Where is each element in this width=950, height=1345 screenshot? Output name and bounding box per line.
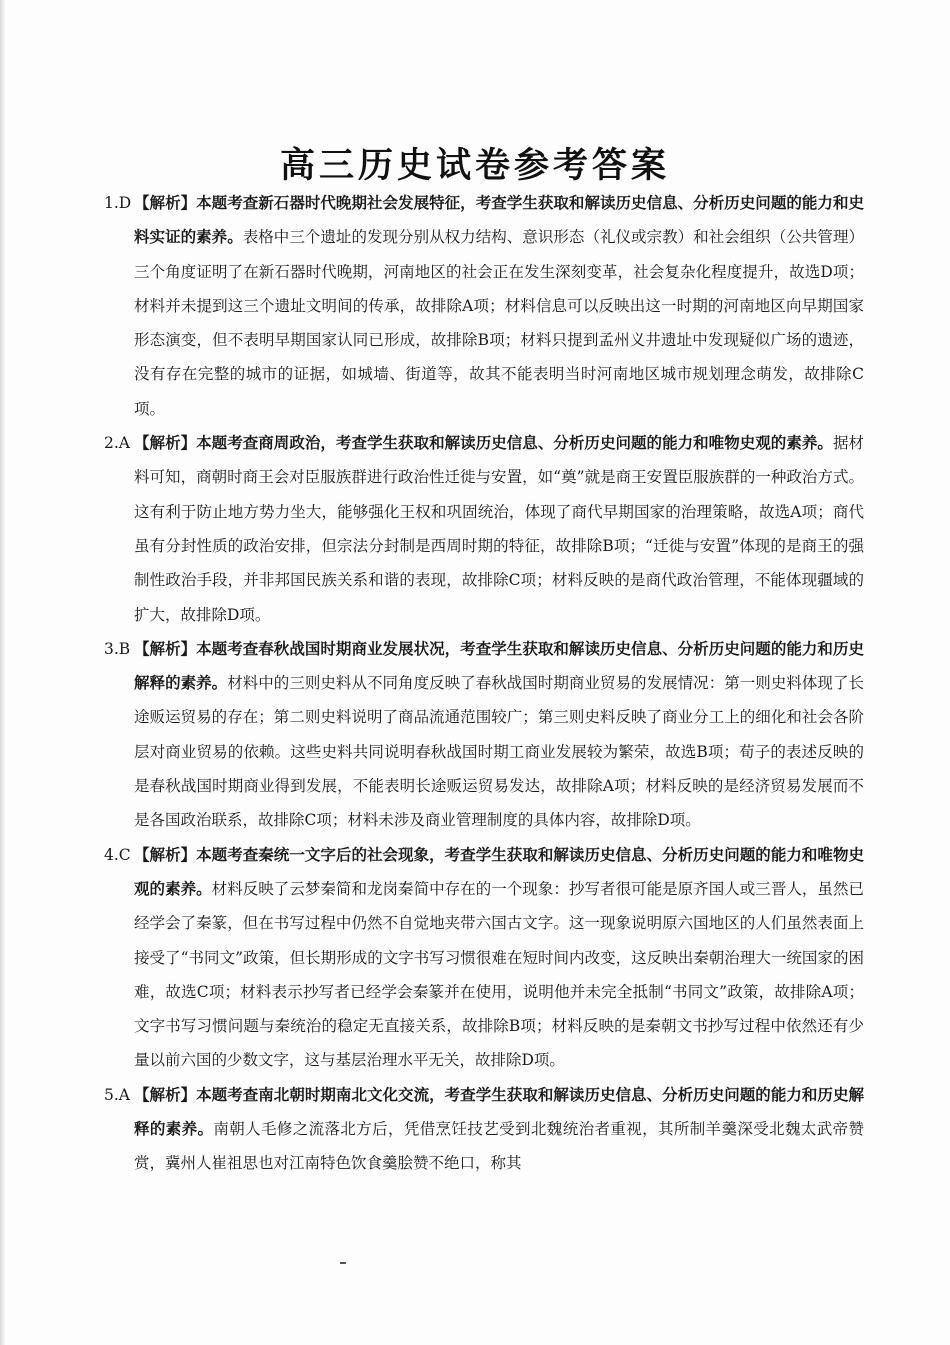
scan-edge-shadow <box>0 0 6 1345</box>
analysis-tag: 【解析】 <box>134 194 197 212</box>
item-number: 3.B <box>104 639 131 658</box>
answer-item-4 <box>104 838 864 1078</box>
analysis-tag: 【解析】 <box>134 845 197 864</box>
analysis-lead: 本题考查新石器时代晚期社会发展特征，考查学生获取和解读历史信息、分析历史问题的能力和史料实证的素养。 <box>134 194 864 247</box>
analysis-body: 材料反映了云梦秦简和龙岗秦简中存在的一个现象：抄写者很可能是原齐国人或三晋人，虽然已经学会了秦篆，但在书写过程中仍然不自觉地夹带六国古文字。这一现象说明原六国地区的人们虽然表面上接受了“书同文”政策，但长期形成的文字书写习惯很难在短时间内改变，这反映出秦朝治理大一统国家的困难，故选C项；材料表示抄写者已经学会秦篆并在使用，说明他并未完全抵制“书同文”政策，故排除A项；文字书写习惯问题与秦统治的稳定无直接关系，故排除B项；材料反映的是秦朝文书抄写过程中依然还有少量以前六国的少数文字，这与基层治理水平无关，故排除D项。 <box>134 879 864 1070</box>
analysis-body: 表格中三个遗址的发现分别从权力结构、意识形态（礼仪或宗教）和社会组织（公共管理）三个角度证明了在新石器时代晚期，河南地区的社会正在发生深刻变革，社会复杂化程度提升，故选D项；材料并未提到这三个遗址文明间的传承，故排除A项；材料信息可以反映出这一时期的河南地区向早期国家形态演变，但不表明早期国家认同已形成，故排除B项；材料只提到孟州义井遗址中发现疑似广场的遗迹，没有存在完整的城市的证据，如城墙、街道等，故其不能表明当时河南地区城市规划理念萌发，故排除C项。 <box>134 228 864 418</box>
analysis-body: 材料中的三则史料从不同角度反映了春秋战国时期商业贸易的发展情况：第一则史料体现了长途贩运贸易的存在；第二则史料说明了商品流通范围较广；第三则史料反映了商业分工上的细化和社会各阶层对商业贸易的依赖。这些史料共同说明春秋战国时期工商业发展较为繁荣，故选B项；荀子的表述反映的是春秋战国时期商业得到发展，不能表明长途贩运贸易发达，故排除A项；材料反映的是经济贸易发展而不是各国政治联系，故排除C项；材料未涉及商业管理制度的具体内容，故排除D项。 <box>134 674 864 830</box>
item-number: 1.D <box>104 194 132 212</box>
analysis-body: 南朝人毛修之流落北方后，凭借烹饪技艺受到北魏统治者重视，其所制羊羹深受北魏太武帝赞赏，冀州人崔祖思也对江南特色饮食羹脍赞不绝口，称其 <box>134 1120 864 1173</box>
analysis-lead: 本题考查秦统一文字后的社会现象，考查学生获取和解读历史信息、分析历史问题的能力和唯物史观的素养。 <box>134 845 864 898</box>
answer-item-3 <box>104 632 864 838</box>
answer-list <box>104 186 864 1181</box>
analysis-tag: 【解析】 <box>134 639 197 658</box>
analysis-lead: 本题考查南北朝时期南北文化交流，考查学生获取和解读历史信息、分析历史问题的能力和历史解释的素养。 <box>134 1085 864 1139</box>
page-title: 高三历史试卷参考答案 <box>279 146 670 186</box>
item-number: 2.A <box>104 434 130 453</box>
analysis-lead: 本题考查商周政治，考查学生获取和解读历史信息、分析历史问题的能力和唯物史观的素养。 <box>196 434 833 453</box>
answer-item-5 <box>104 1078 864 1181</box>
item-number: 4.C <box>104 845 131 864</box>
analysis-body: 据材料可知，商朝时商王会对臣服族群进行政治性迁徙与安置，如“奠”就是商王安置臣服族群的一种政治方式。这有利于防止地方势力坐大，能够强化王权和巩固统治，体现了商代早期国家的治理策略，故选A项；商代虽有分封性质的政治安排，但宗法分封制是西周时期的特征，故排除B项；“迁徙与安置”体现的是商王的强制性政治手段，并非邦国民族关系和谐的表现，故排除C项；材料反映的是商代政治管理，不能体现疆域的扩大，故排除D项。 <box>134 434 864 624</box>
analysis-tag: 【解析】 <box>134 434 197 453</box>
scan-speck <box>340 1262 346 1264</box>
answer-item-1 <box>104 186 864 426</box>
analysis-lead: 本题考查春秋战国时期商业发展状况，考查学生获取和解读历史信息、分析历史问题的能力和历史解释的素养。 <box>134 639 864 693</box>
analysis-tag: 【解析】 <box>134 1085 197 1104</box>
item-number: 5.A <box>104 1085 130 1104</box>
answer-item-2 <box>104 426 864 632</box>
